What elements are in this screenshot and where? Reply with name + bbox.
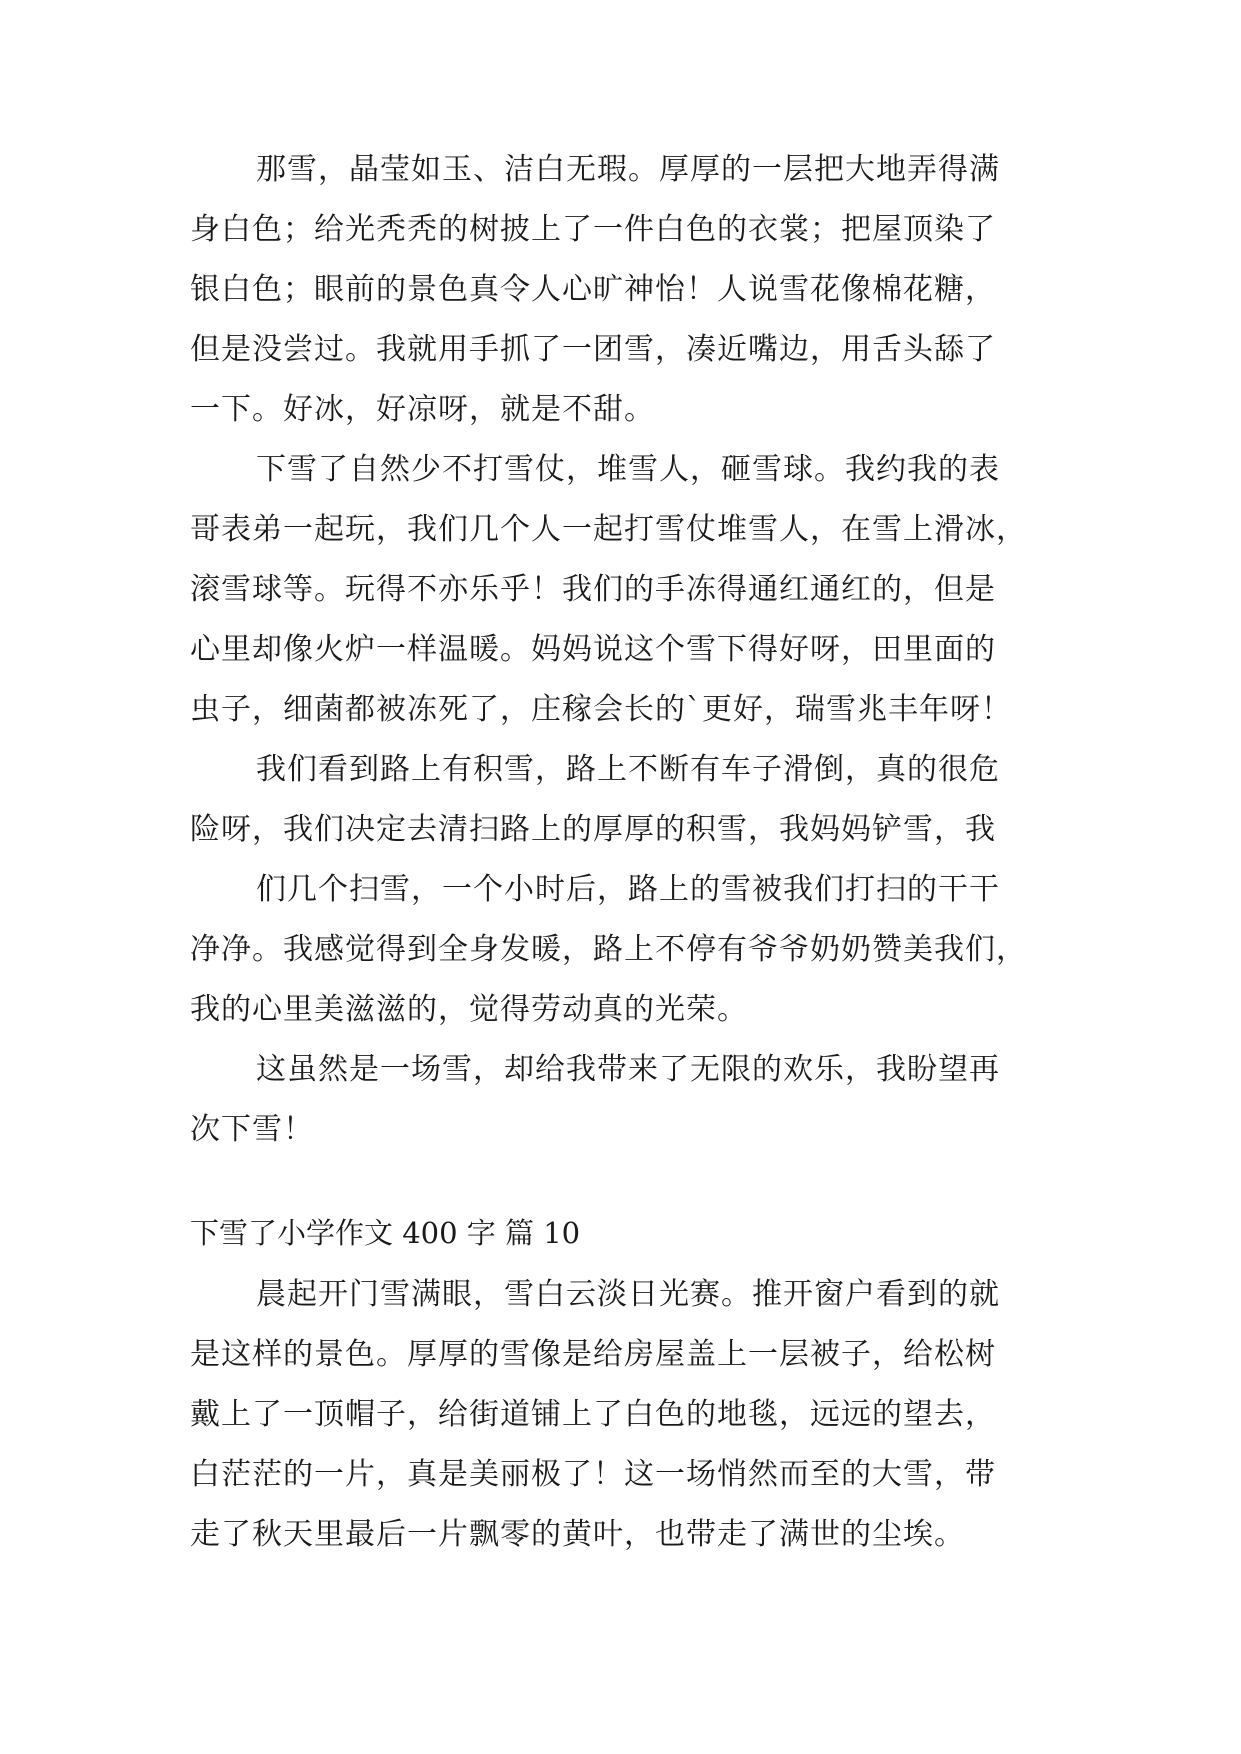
paragraph-line: 这虽然是一场雪，却给我带来了无限的欢乐，我盼望再	[256, 1052, 1000, 1087]
paragraph-line: 走了秋天里最后一片飘零的黄叶，也带走了满世的尘埃。	[190, 1517, 965, 1552]
paragraph-line: 下雪了自然少不打雪仗，堆雪人，砸雪球。我约我的表	[256, 452, 1000, 487]
paragraph-line: 险呀，我们决定去清扫路上的厚厚的积雪，我妈妈铲雪，我	[190, 812, 996, 847]
paragraph-line: 心里却像火炉一样温暖。妈妈说这个雪下得好呀，田里面的	[190, 632, 996, 667]
paragraph-line: 是这样的景色。厚厚的雪像是给房屋盖上一层被子，给松树	[190, 1337, 996, 1372]
paragraph-line: 身白色；给光秃秃的树披上了一件白色的衣裳；把屋顶染了	[190, 212, 996, 247]
paragraph-line: 哥表弟一起玩，我们几个人一起打雪仗堆雪人，在雪上滑冰，	[190, 512, 1027, 547]
paragraph-line: 银白色；眼前的景色真令人心旷神怡！人说雪花像棉花糖，	[190, 272, 996, 307]
paragraph-line: 那雪，晶莹如玉、洁白无瑕。厚厚的一层把大地弄得满	[256, 152, 1000, 187]
paragraph-line: 次下雪！	[190, 1112, 314, 1147]
paragraph-line: 虫子，细菌都被冻死了，庄稼会长的`更好，瑞雪兆丰年呀！	[190, 692, 1012, 727]
paragraph-line: 们几个扫雪，一个小时后，路上的雪被我们打扫的干干	[256, 872, 1000, 907]
paragraph-line: 一下。好冰，好凉呀，就是不甜。	[190, 392, 655, 427]
paragraph-line: 但是没尝过。我就用手抓了一团雪，凑近嘴边，用舌头舔了	[190, 332, 996, 367]
paragraph-line: 我的心里美滋滋的，觉得劳动真的光荣。	[190, 992, 748, 1027]
section-heading: 下雪了小学作文 400 字 篇 10	[190, 1216, 581, 1250]
paragraph-line: 滚雪球等。玩得不亦乐乎！我们的手冻得通红通红的，但是	[190, 572, 996, 607]
paragraph-line: 我们看到路上有积雪，路上不断有车子滑倒，真的很危	[256, 752, 1000, 787]
paragraph-line: 晨起开门雪满眼，雪白云淡日光赛。推开窗户看到的就	[256, 1277, 1000, 1312]
paragraph-line: 白茫茫的一片，真是美丽极了！这一场悄然而至的大雪，带	[190, 1457, 996, 1492]
paragraph-line: 净净。我感觉得到全身发暖，路上不停有爷爷奶奶赞美我们，	[190, 932, 1027, 967]
paragraph-line: 戴上了一顶帽子，给街道铺上了白色的地毯，远远的望去，	[190, 1397, 996, 1432]
